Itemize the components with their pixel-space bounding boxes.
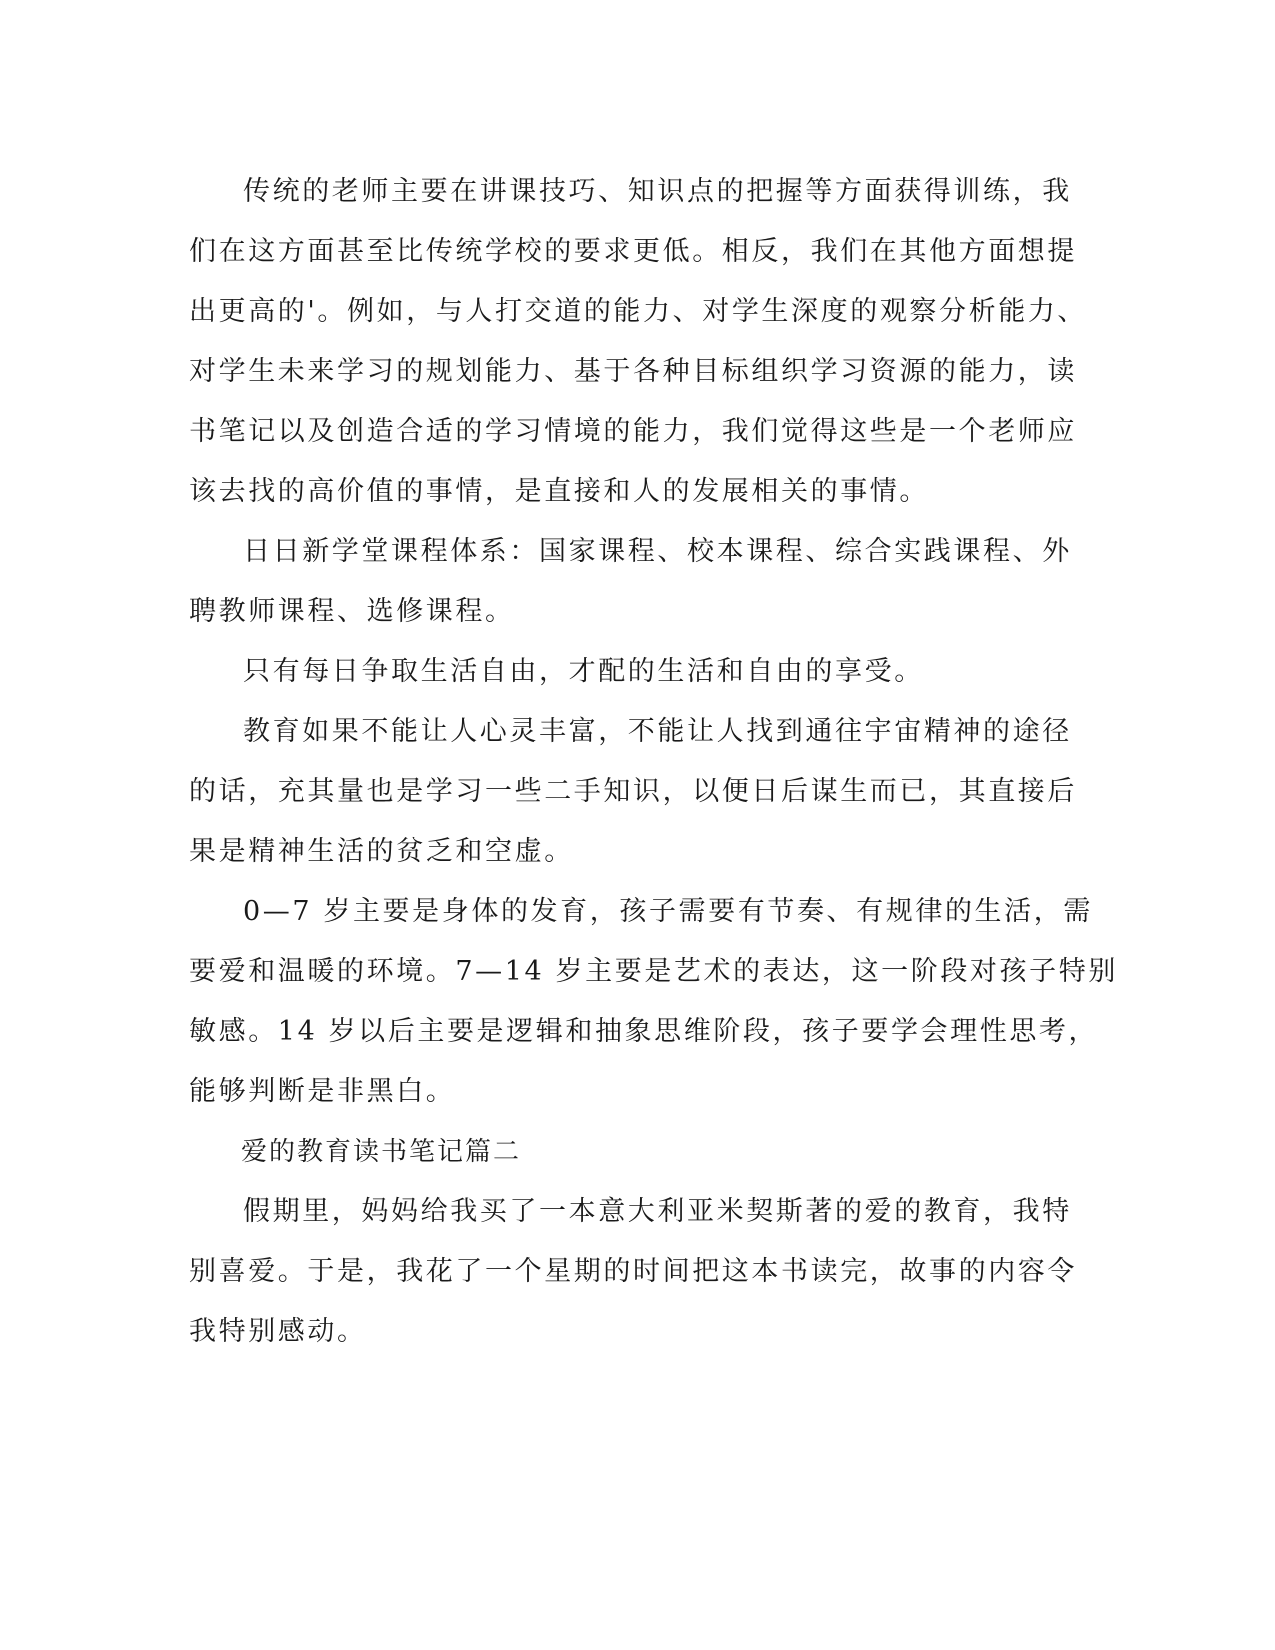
text-line: 该去找的高价值的事情，是直接和人的发展相关的事情。 bbox=[189, 476, 929, 507]
paragraph-freedom bbox=[189, 642, 1069, 702]
text-line: 要爱和温暖的环境。7—14 岁主要是艺术的表达，这一阶段对孩子特别 bbox=[189, 956, 1118, 987]
text-line: 我特别感动。 bbox=[189, 1316, 367, 1347]
text-line: 聘教师课程、选修课程。 bbox=[189, 596, 515, 627]
paragraph-curriculum bbox=[189, 522, 1072, 642]
text-line: 敏感。14 岁以后主要是逻辑和抽象思维阶段，孩子要学会理性思考， bbox=[189, 1016, 1099, 1047]
text-line: 果是精神生活的贫乏和空虚。 bbox=[189, 836, 574, 867]
text-line: 书笔记以及创造合适的学习情境的能力，我们觉得这些是一个老师应 bbox=[189, 416, 1077, 447]
text-line: 们在这方面甚至比传统学校的要求更低。相反，我们在其他方面想提 bbox=[189, 236, 1077, 267]
text-line: 能够判断是非黑白。 bbox=[189, 1076, 456, 1107]
text-line: 只有每日争取生活自由，才配的生活和自由的享受。 bbox=[243, 656, 924, 687]
section-heading: 爱的教育读书笔记篇二 bbox=[241, 1137, 522, 1167]
paragraph-teacher-training bbox=[189, 162, 1088, 522]
text-line: 传统的老师主要在讲课技巧、知识点的把握等方面获得训练，我 bbox=[243, 176, 1072, 207]
text-line: 教育如果不能让人心灵丰富，不能让人找到通往宇宙精神的途径 bbox=[243, 716, 1072, 747]
text-line: 别喜爱。于是，我花了一个星期的时间把这本书读完，故事的内容令 bbox=[189, 1256, 1077, 1287]
text-line: 对学生未来学习的规划能力、基于各种目标组织学习资源的能力，读 bbox=[189, 356, 1077, 387]
text-line: 出更高的'。例如，与人打交道的能力、对学生深度的观察分析能力、 bbox=[189, 296, 1088, 327]
paragraph-holiday-reading bbox=[189, 1182, 1077, 1362]
text-line: 假期里，妈妈给我买了一本意大利亚米契斯著的爱的教育，我特 bbox=[243, 1196, 1072, 1227]
paragraph-development-stages bbox=[189, 882, 1118, 1122]
text-line: 0—7 岁主要是身体的发育，孩子需要有节奏、有规律的生活，需 bbox=[243, 896, 1093, 927]
document-body bbox=[189, 162, 1118, 1362]
paragraph-education-spirit bbox=[189, 702, 1077, 882]
text-line: 日日新学堂课程体系：国家课程、校本课程、综合实践课程、外 bbox=[243, 536, 1072, 567]
text-line: 的话，充其量也是学习一些二手知识，以便日后谋生而已，其直接后 bbox=[189, 776, 1077, 807]
